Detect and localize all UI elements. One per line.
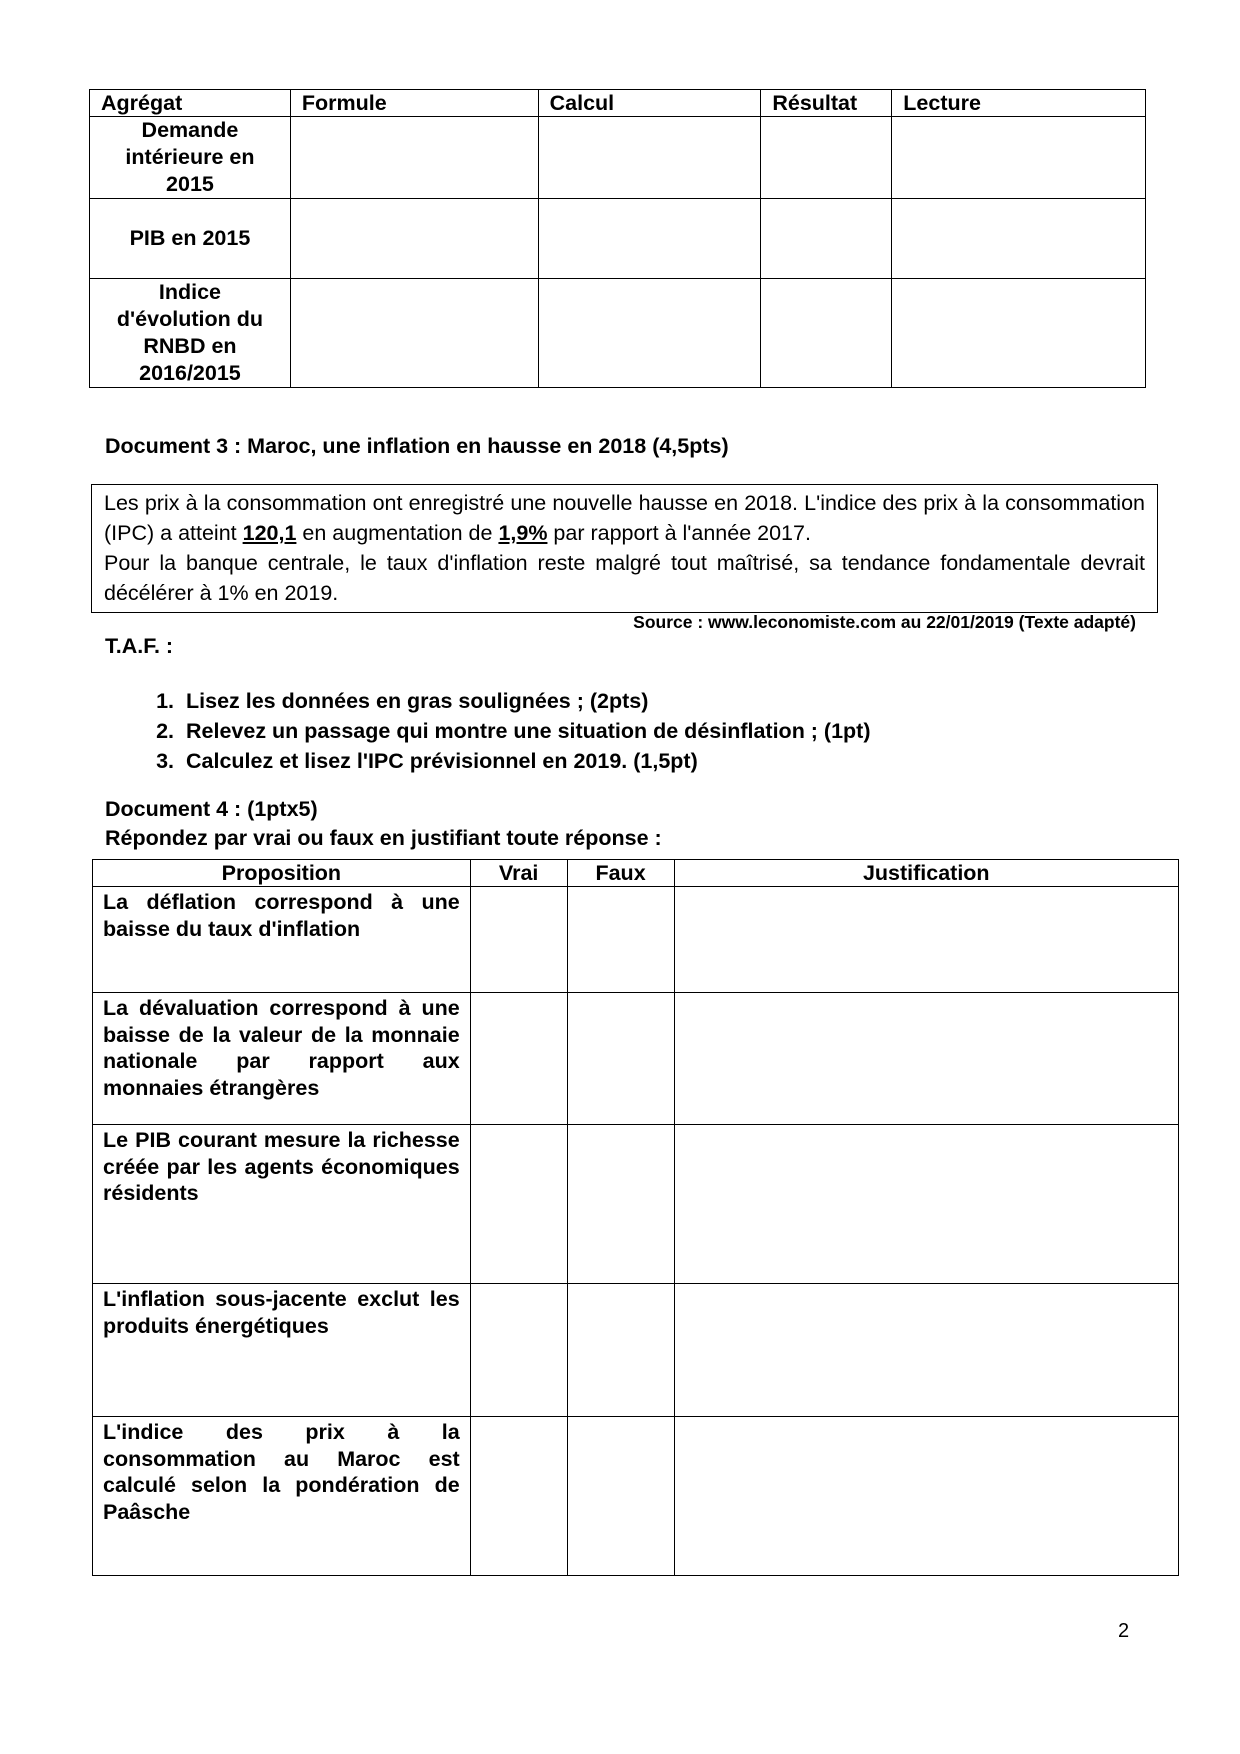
lecture-cell[interactable]	[892, 117, 1146, 199]
header-resultat: Résultat	[761, 90, 892, 117]
taf-item: 3. Calculez et lisez l'IPC prévisionnel en 2019. (1,5pt)	[180, 746, 871, 776]
doc3-text-part3: par rapport à l'année 2017.	[547, 521, 811, 545]
row-label	[90, 279, 291, 388]
pct-value: 1,9%	[498, 521, 548, 545]
proposition-cell: La déflation correspond à une baisse du taux d'inflation	[93, 887, 471, 993]
taf-item: 2. Relevez un passage qui montre une situation de désinflation ; (1pt)	[180, 716, 871, 746]
proposition-cell: L'indice des prix à la consommation au Maroc est calculé selon la pondération de Paâsche	[93, 1417, 471, 1576]
table-row	[93, 993, 1179, 1125]
proposition-cell: L'inflation sous-jacente exclut les produits énergétiques	[93, 1284, 471, 1417]
resultat-cell[interactable]	[761, 117, 892, 199]
header-agregat: Agrégat	[90, 90, 291, 117]
table-row	[93, 1125, 1179, 1284]
justification-cell[interactable]	[674, 1125, 1178, 1284]
header-faux: Faux	[567, 860, 674, 887]
faux-cell[interactable]	[567, 1417, 674, 1576]
vrai-cell[interactable]	[470, 1125, 567, 1284]
table-row	[93, 1417, 1179, 1576]
justification-cell[interactable]	[674, 1417, 1178, 1576]
header-formule: Formule	[290, 90, 538, 117]
true-false-table	[92, 859, 1179, 1576]
header-lecture: Lecture	[892, 90, 1146, 117]
table-row	[93, 887, 1179, 993]
ipc-value: 120,1	[242, 521, 297, 545]
faux-cell[interactable]	[567, 993, 674, 1125]
doc4-title: Document 4 : (1ptx5)	[105, 797, 318, 821]
aggregate-table	[89, 89, 1146, 388]
resultat-cell[interactable]	[761, 279, 892, 388]
table-row	[90, 199, 1146, 279]
row-label	[90, 199, 291, 279]
row-label-text: Indice d'évolution du RNBD en 2016/2015	[116, 280, 263, 385]
doc3-text-box	[91, 484, 1158, 613]
header-proposition: Proposition	[93, 860, 471, 887]
calcul-cell[interactable]	[538, 199, 761, 279]
table-row	[90, 279, 1146, 388]
resultat-cell[interactable]	[761, 199, 892, 279]
proposition-cell: La dévaluation correspond à une baisse de la valeur de la monnaie nationale par rapport aux monnaies étrangères	[93, 993, 471, 1125]
vrai-cell[interactable]	[470, 1417, 567, 1576]
doc3-text-part2: en augmentation de	[296, 521, 499, 545]
vrai-cell[interactable]	[470, 993, 567, 1125]
taf-item: 1. Lisez les données en gras soulignées ; (2pts)	[180, 686, 871, 716]
header-calcul: Calcul	[538, 90, 761, 117]
taf-title: T.A.F. :	[105, 634, 174, 658]
justification-cell[interactable]	[674, 1284, 1178, 1417]
table-row	[90, 117, 1146, 199]
doc4-instruction: Répondez par vrai ou faux en justifiant toute réponse :	[105, 826, 662, 850]
formule-cell[interactable]	[290, 199, 538, 279]
faux-cell[interactable]	[567, 1284, 674, 1417]
row-label	[90, 117, 291, 199]
justification-cell[interactable]	[674, 887, 1178, 993]
lecture-cell[interactable]	[892, 199, 1146, 279]
table-header-row	[90, 90, 1146, 117]
faux-cell[interactable]	[567, 1125, 674, 1284]
page-number: 2	[1118, 1620, 1130, 1642]
row-label-text: Demande intérieure en 2015	[125, 118, 255, 196]
doc3-text-part1: Les prix à la consommation ont enregistré une nouvelle hausse en 2018. L'indice des prix à la consommation (IPC) a atteint	[104, 491, 1145, 545]
faux-cell[interactable]	[567, 887, 674, 993]
vrai-cell[interactable]	[470, 887, 567, 993]
lecture-cell[interactable]	[892, 279, 1146, 388]
doc3-paragraph-1	[104, 488, 1145, 548]
calcul-cell[interactable]	[538, 279, 761, 388]
vrai-cell[interactable]	[470, 1284, 567, 1417]
taf-list	[140, 686, 871, 776]
source-citation: Source : www.leconomiste.com au 22/01/2019 (Texte adapté)	[633, 612, 1136, 632]
proposition-cell: Le PIB courant mesure la richesse créée par les agents économiques résidents	[93, 1125, 471, 1284]
table-row	[93, 1284, 1179, 1417]
justification-cell[interactable]	[674, 993, 1178, 1125]
row-label-text: PIB en 2015	[129, 226, 251, 250]
formule-cell[interactable]	[290, 279, 538, 388]
header-vrai: Vrai	[470, 860, 567, 887]
table-header-row	[93, 860, 1179, 887]
formule-cell[interactable]	[290, 117, 538, 199]
calcul-cell[interactable]	[538, 117, 761, 199]
doc3-paragraph-2: Pour la banque centrale, le taux d'inflation reste malgré tout maîtrisé, sa tendance fondamentale devrait décélérer à 1% en 2019.	[104, 551, 1145, 605]
header-justification: Justification	[674, 860, 1178, 887]
doc3-title: Document 3 : Maroc, une inflation en hausse en 2018 (4,5pts)	[105, 434, 729, 458]
